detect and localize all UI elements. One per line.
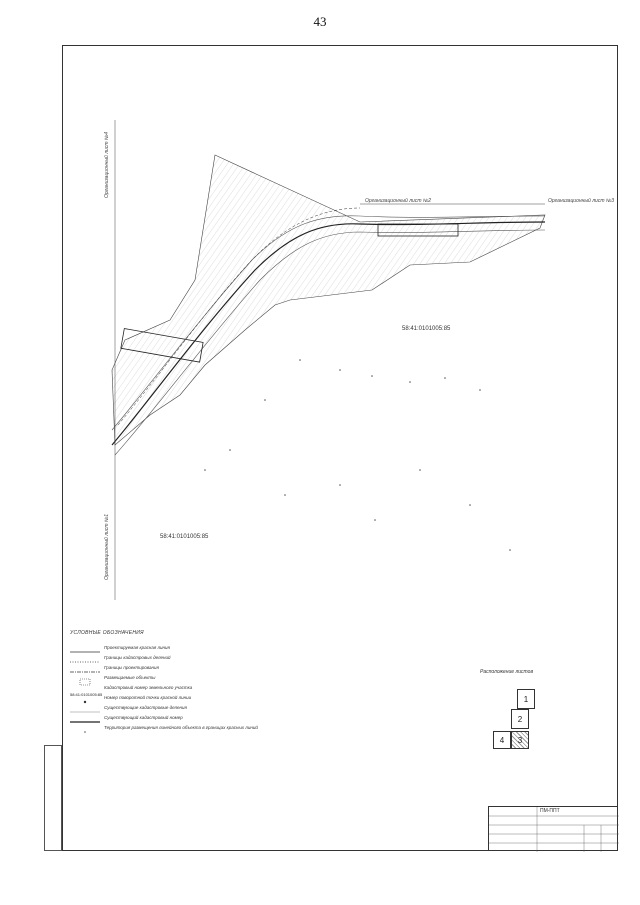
match-line-label: Организационный лист №2: [365, 198, 432, 204]
sheet-box: 4: [493, 731, 511, 749]
legend-item: [70, 712, 300, 722]
legend: [70, 642, 300, 732]
legend-item: [70, 642, 300, 652]
legend-item: [70, 702, 300, 712]
legend-symbol: [70, 653, 100, 661]
legend-label: Существующий кадастровый номер: [104, 714, 183, 720]
legend-code-sample: 58:41:0101005:85: [70, 692, 103, 697]
cadastral-block-label: 58:41:0101005:85: [402, 326, 451, 332]
legend-item: [70, 672, 300, 682]
legend-label: Существующие кадастровые деления: [104, 704, 187, 710]
legend-symbol: [70, 713, 100, 721]
legend-symbol: [70, 683, 103, 697]
legend-symbol: [70, 673, 100, 681]
legend-symbol: [70, 663, 100, 671]
match-line-label: Организационный лист №1: [104, 513, 110, 580]
match-line-label: Организационный лист №4: [104, 131, 110, 198]
legend-item: [70, 722, 300, 732]
legend-label: Размещаемые объекты: [104, 674, 156, 680]
legend-label: Территория размещения линейного объекта в границах красных линий: [104, 724, 258, 730]
sheet-layout-title: Расположение листов: [480, 669, 534, 675]
legend-item: [70, 692, 300, 702]
legend-label: Проектируемая красная линия: [104, 644, 170, 650]
legend-label: Границы проектирования: [104, 664, 159, 670]
survey-points: [204, 359, 511, 551]
sheet-box: 1: [517, 689, 535, 709]
sheet-box: 2: [511, 709, 529, 729]
title-block-code: ПМ-ППТ: [540, 808, 560, 814]
legend-symbol: [70, 723, 100, 731]
project-territory: [112, 155, 545, 445]
legend-item: [70, 662, 300, 672]
legend-label: Кадастровый номер земельного участка: [104, 684, 193, 690]
legend-symbol: [70, 703, 100, 711]
legend-title: УСЛОВНЫЕ ОБОЗНАЧЕНИЯ: [70, 630, 144, 636]
legend-label: Номер поворотной точки красной линии: [104, 694, 192, 700]
legend-symbol: [70, 692, 103, 701]
cadastral-block-label: 58:41:0101005:85: [160, 534, 209, 540]
match-line-label: Организационный лист №3: [548, 198, 615, 204]
sheet-box-current: 3: [511, 731, 529, 749]
page-number: 43: [313, 14, 327, 29]
legend-symbol: [70, 643, 100, 651]
legend-item: [70, 652, 300, 662]
legend-label: Границы кадастровых делений: [104, 654, 171, 660]
